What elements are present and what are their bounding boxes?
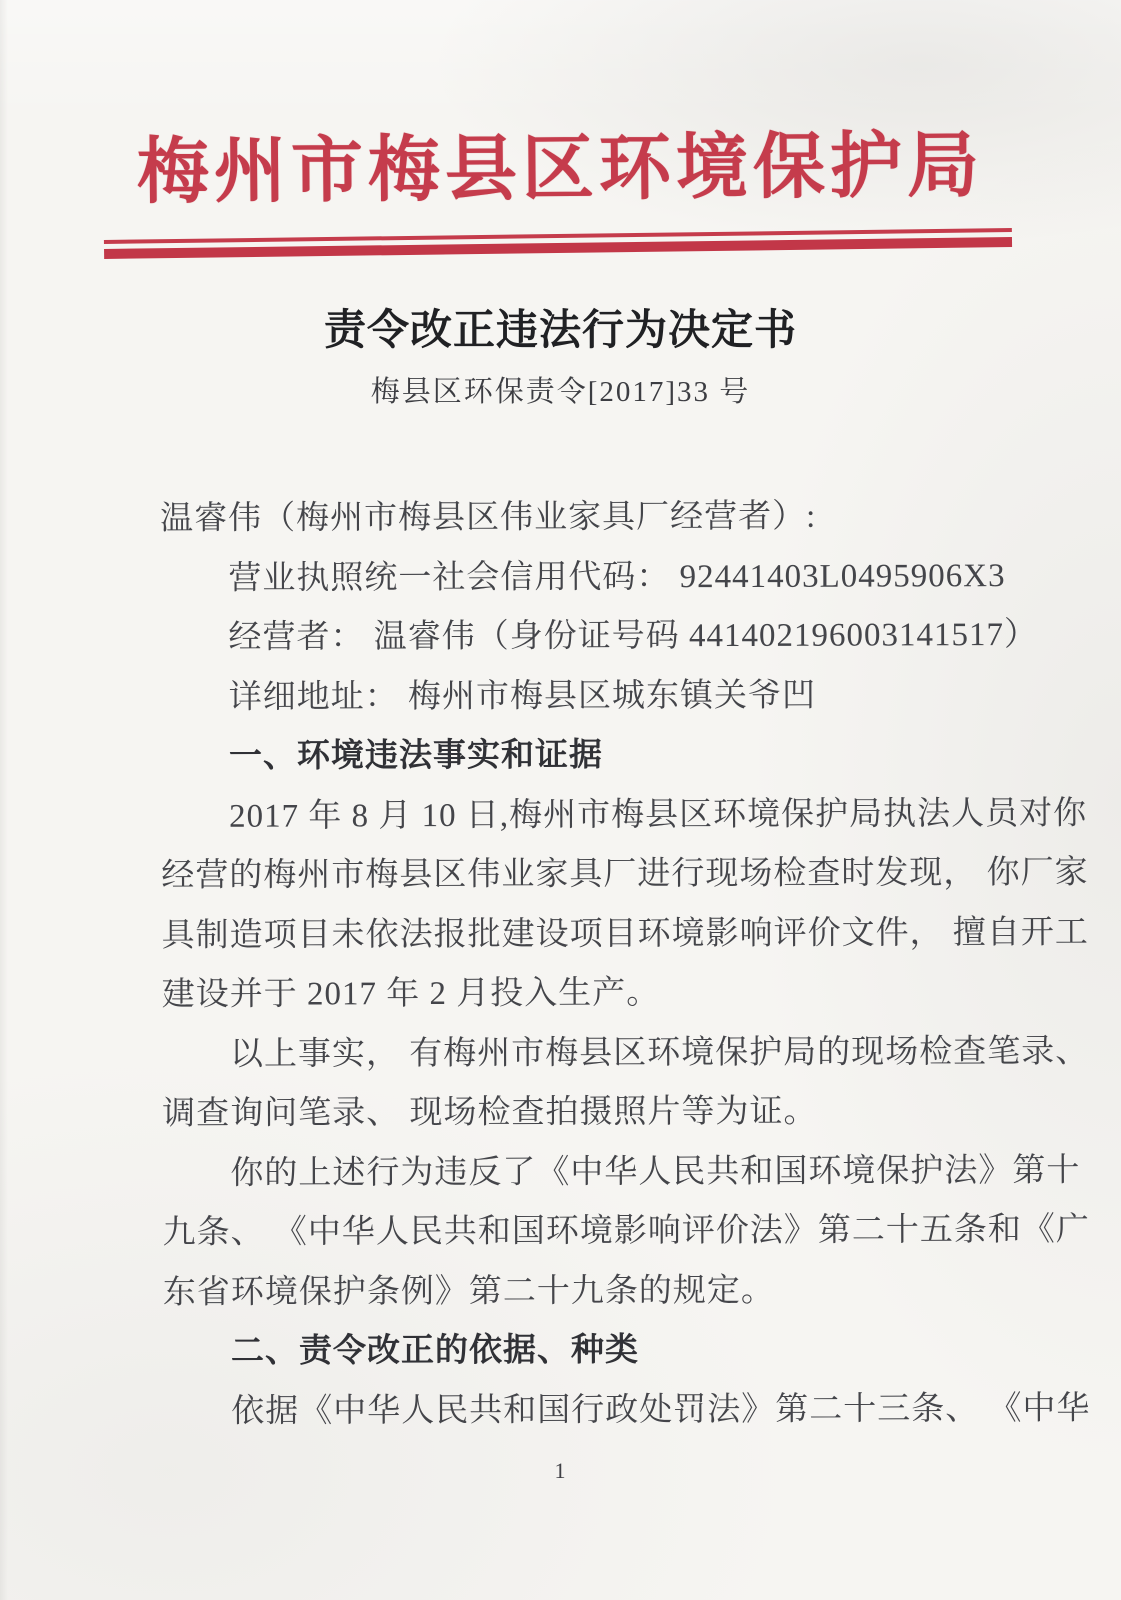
agency-letterhead-title: 梅州市梅县区环境保护局 [136, 125, 985, 213]
page-number: 1 [554, 1458, 567, 1483]
body-line: 你的上述行为违反了《中华人民共和国环境保护法》第十 [230, 1152, 1081, 1192]
body-line: 具制造项目未依法报批建设项目环境影响评价文件， 擅自开工 [161, 914, 1089, 954]
body-line: 九条、 《中华人民共和国环境影响评价法》第二十五条和《广 [162, 1211, 1090, 1251]
body-line: 建设并于 2017 年 2 月投入生产。 [161, 975, 661, 1013]
document-number: 梅县区环保责令[2017]33 号 [370, 376, 751, 408]
letterhead-double-rule [104, 228, 1012, 259]
document-title: 责令改正违法行为决定书 [323, 308, 797, 354]
body-line: 2017 年 8 月 10 日,梅州市梅县区环境保护局执法人员对你 [229, 795, 1088, 835]
body-line: 调查询问笔录、 现场检查拍摄照片等为证。 [162, 1093, 818, 1132]
section-heading-2: 二、责令改正的依据、种类 [230, 1332, 640, 1370]
body-line: 经营的梅州市梅县区伟业家具厂进行现场检查时发现， 你厂家 [161, 854, 1089, 894]
body-line-address: 详细地址： 梅州市梅县区城东镇关爷凹 [228, 677, 817, 716]
document-body [160, 487, 1091, 1442]
body-line: 以上事实， 有梅州市梅县区环境保护局的现场检查笔录、 [229, 1033, 1090, 1073]
body-line-salutation: 温睿伟（梅州市梅县区伟业家具厂经营者）: [160, 498, 817, 537]
body-line-operator: 经营者： 温睿伟（身份证号码 441402196003141517） [228, 616, 1039, 656]
body-line: 东省环境保护条例》第二十九条的规定。 [162, 1272, 775, 1311]
body-line: 依据《中华人民共和国行政处罚法》第二十三条、 《中华 [231, 1390, 1091, 1430]
body-line-credit-code: 营业执照统一社会信用代码： 92441403L0495906X3 [228, 557, 1006, 597]
section-heading-1: 一、环境违法事实和证据 [228, 737, 603, 775]
